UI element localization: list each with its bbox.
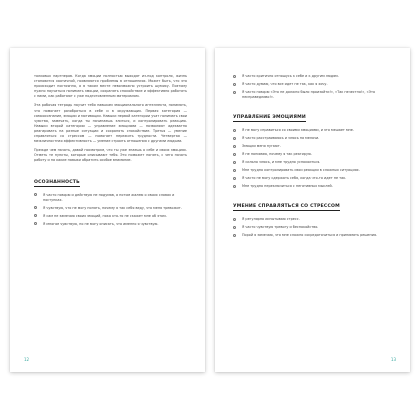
checkbox-circle-icon[interactable] — [233, 91, 236, 94]
checklist-item[interactable]: Я часто расстраиваюсь и злюсь на мелочи. — [233, 136, 388, 141]
checklist-item[interactable]: Я чувствую, что не могу понять, почему я так себя веду, что меня тревожит. — [34, 206, 187, 211]
checkbox-circle-icon[interactable] — [233, 145, 236, 148]
checkbox-circle-icon[interactable] — [233, 169, 236, 172]
checkbox-circle-icon[interactable] — [34, 206, 37, 209]
checkbox-circle-icon[interactable] — [233, 129, 236, 132]
checkbox-circle-icon[interactable] — [233, 177, 236, 180]
top-checklist — [233, 74, 388, 100]
paragraph: Эта рабочая тетрадь научит тебя навыкам эмоционального интеллекта, понимать, что помогает разобраться в себе и в окружающих. Первая категория — самоосознание, эмоции и мотивации. Навыки первой категории учат понимать свои чувства, замечать, когда ты начинаешь злиться, и контролировать реакцию. Навыки второй категории — управление эмоциями — позволяют адекватно реагировать на разные ситуации и сохранять спокойствие. Третья — умение справляться со стрессом — помогает пережить трудности. Четвертая — межличностная эффективность — умение строить отношения с другими людьми. — [34, 103, 187, 144]
checklist-item[interactable]: Я многое чувствую, но не могу описать, что именно я чувствую. — [34, 222, 187, 227]
checklist-item[interactable]: Я часто чувствую тревогу и беспокойство. — [233, 225, 388, 230]
checkbox-circle-icon[interactable] — [233, 137, 236, 140]
awareness-checklist — [34, 193, 187, 227]
left-page-content — [34, 74, 187, 350]
right-page — [215, 48, 410, 372]
page-number: 12 — [24, 357, 30, 362]
checklist-item[interactable]: Я регулярно испытываю стресс. — [233, 217, 388, 222]
checkbox-circle-icon[interactable] — [34, 222, 37, 225]
left-page — [10, 48, 205, 372]
checkbox-circle-icon[interactable] — [233, 185, 236, 188]
paragraph: Прежде чем начать, давай посмотрим, что ты уже знаешь о себе и своих эмоциях. Отметь те пункты, которые описывают тебя. Это поможет понять, с чего начать работу и на какие навыки обратить особое внимание. — [34, 148, 187, 163]
section-title-emotion-management: УПРАВЛЕНИЕ ЭМОЦИЯМИ — [233, 115, 306, 120]
checklist-item[interactable]: Эмоции меня пугают. — [233, 144, 388, 149]
checkbox-circle-icon[interactable] — [233, 75, 236, 78]
emotion-management-checklist — [233, 128, 388, 189]
checklist-item[interactable]: Мне трудно контролировать свои реакции в сложных ситуациях. — [233, 168, 388, 173]
checkbox-circle-icon[interactable] — [34, 193, 37, 196]
checkbox-circle-icon[interactable] — [233, 83, 236, 86]
checklist-item[interactable]: Я часто говорю и действую не подумав, а потом жалею о своих словах и поступках. — [34, 193, 187, 203]
checklist-item[interactable]: Я не могу справиться со своими эмоциями, и это мешает мне. — [233, 128, 388, 133]
checklist-item[interactable]: Я не понимаю, почему я так реагирую. — [233, 152, 388, 157]
page-number: 13 — [390, 357, 396, 362]
right-page-content — [233, 74, 388, 350]
checkbox-circle-icon[interactable] — [233, 161, 236, 164]
checkbox-circle-icon[interactable] — [233, 226, 236, 229]
checkbox-circle-icon[interactable] — [233, 218, 236, 221]
checklist-item[interactable]: Я часто критично отношусь к себе и к другим людям. — [233, 74, 388, 79]
checklist-item[interactable]: Я сам не замечаю своих эмоций, пока кто-то не скажет мне об этом. — [34, 214, 187, 219]
section-title-awareness: ОСОЗНАННОСТЬ — [34, 179, 80, 185]
checklist-item[interactable]: Мне трудно переключиться с негативных мыслей. — [233, 184, 388, 189]
stress-coping-checklist — [233, 217, 388, 238]
checkbox-circle-icon[interactable] — [233, 234, 236, 237]
checklist-item[interactable]: Я сильно злюсь, и мне трудно успокоиться. — [233, 160, 388, 165]
checklist-item[interactable]: Я часто говорю «Это не должно было произойти!», «Так нечестно!», «Это несправедливо!». — [233, 90, 388, 100]
checkbox-circle-icon[interactable] — [34, 214, 37, 217]
section-title-stress-coping: УМЕНИЕ СПРАВЛЯТЬСЯ СО СТРЕССОМ — [233, 204, 340, 209]
checklist-item[interactable]: Я часто думаю, что все идет не так, как я хочу. — [233, 82, 388, 87]
checklist-item[interactable]: Порой я замечаю, что мне сложно сосредоточиться и принимать решения. — [233, 233, 388, 238]
paragraph: толковых партнеров. Когда эмоции полностью выходят из-под контроля, жизнь становится хаотичной, появляются проблемы в отношениях. Может быть, что это происходит постоянно, а в таком месте невозможно устроить шумиху. Поэтому нужно научиться понимать эмоции, сохранять спокойствие и эффективно работать с ними, как работают с уже подготовленным материалом. — [34, 74, 187, 99]
checklist-item[interactable]: Я часто не могу сдержать себя, когда что-то идет не так. — [233, 176, 388, 181]
checkbox-circle-icon[interactable] — [233, 153, 236, 156]
